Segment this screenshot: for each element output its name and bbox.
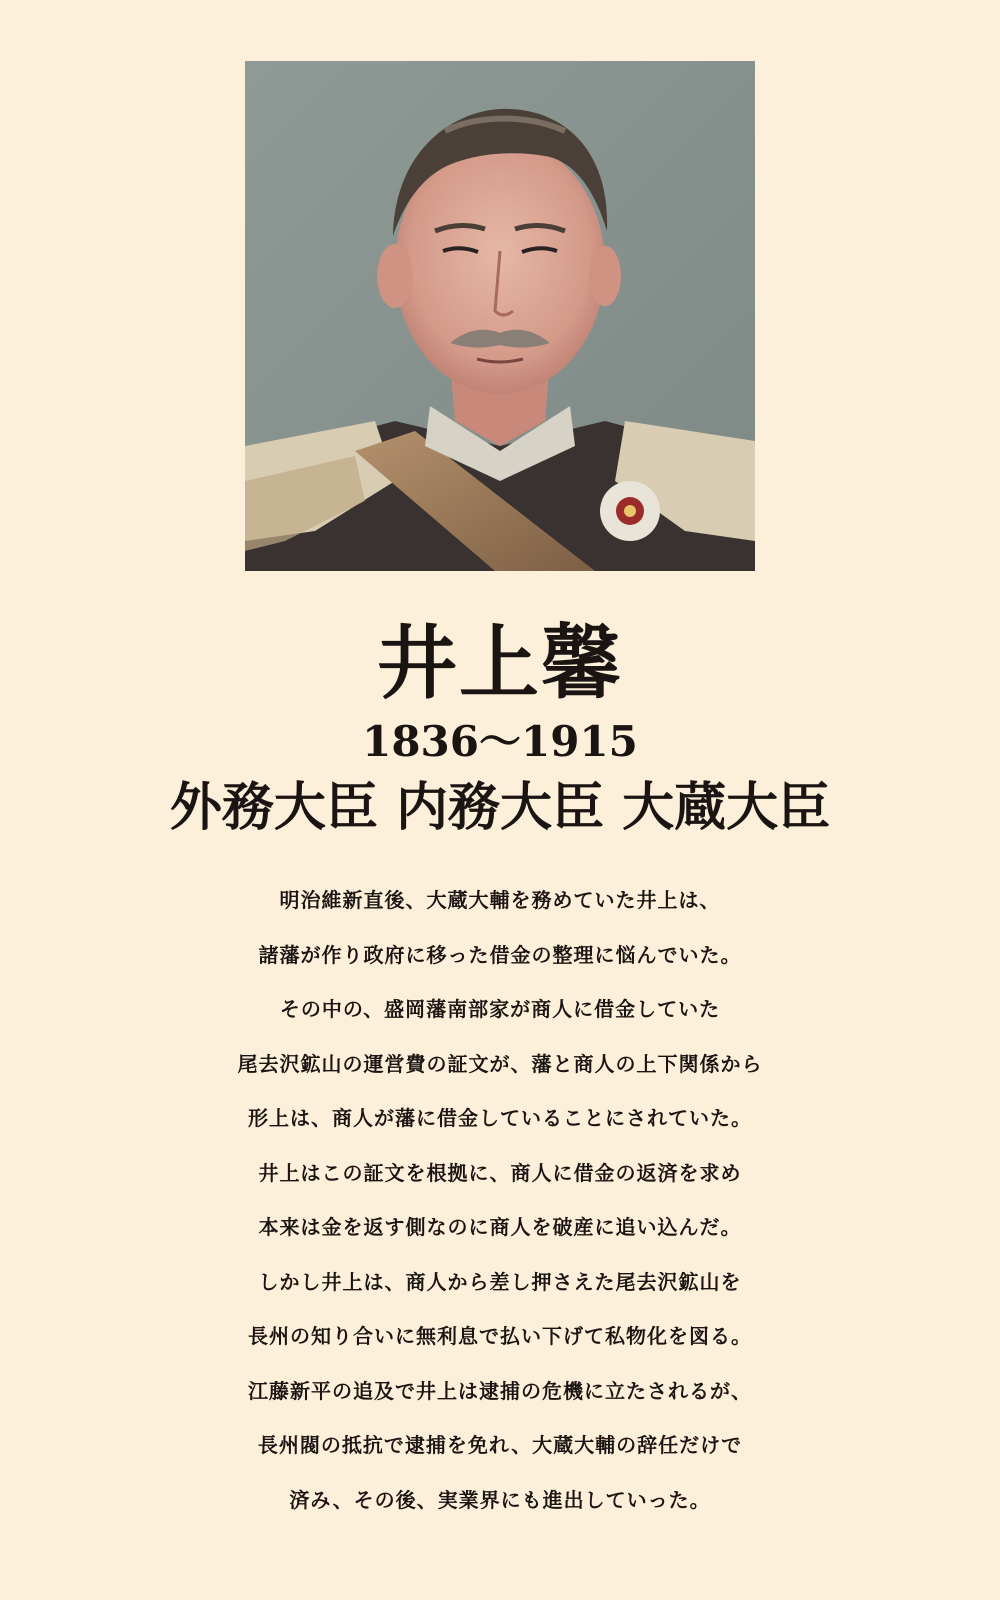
portrait-image xyxy=(245,61,755,571)
biography-line: 尾去沢鉱山の運営費の証文が、藩と商人の上下関係から xyxy=(237,1051,763,1076)
biography-line: 長州閥の抵抗で逮捕を免れ、大蔵大輔の辞任だけで xyxy=(257,1433,743,1457)
biography-line: 明治維新直後、大蔵大輔を務めていた井上は、 xyxy=(279,888,721,912)
biography-line: 江藤新平の追及で井上は逮捕の危機に立たされるが、 xyxy=(248,1378,752,1403)
biography-line: しかし井上は、商人から差し押さえた尾去沢鉱山を xyxy=(258,1269,742,1294)
biography-line: 井上はこの証文を根拠に、商人に借金の返済を求め xyxy=(258,1160,742,1185)
biography-line: 諸藩が作り政府に移った借金の整理に悩んでいた。 xyxy=(258,942,742,967)
biography-line: 長州の知り合いに無利息で払い下げて私物化を図る。 xyxy=(248,1324,752,1348)
biography-line: 形上は、商人が藩に借金していることにされていた。 xyxy=(248,1106,752,1130)
biography-text xyxy=(0,873,1000,1527)
biography-line: 本来は金を返す側なのに商人を破産に追い込んだ。 xyxy=(258,1215,742,1239)
lifespan-years: 1836〜1915 xyxy=(362,717,638,766)
person-name: 井上馨 xyxy=(377,616,623,710)
government-posts: 外務大臣 内務大臣 大蔵大臣 xyxy=(169,777,831,838)
portrait-photo xyxy=(245,61,755,571)
biography-line: その中の、盛岡藩南部家が商人に借金していた xyxy=(279,997,721,1021)
biography-line: 済み、その後、実業界にも進出していった。 xyxy=(289,1487,711,1512)
